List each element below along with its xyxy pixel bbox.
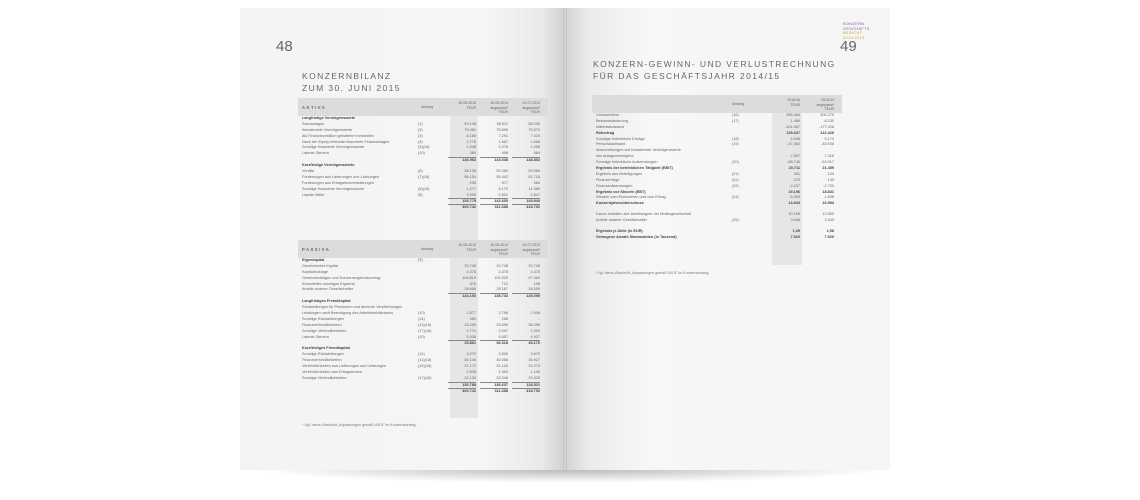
row-value: -	[538, 316, 540, 321]
row-label: Abschreibungen auf immaterielle Vermögenswerte	[596, 148, 681, 153]
row-value: 300.275	[820, 113, 834, 117]
row-label: Kurzfristige Vermögenswerte	[302, 163, 355, 168]
row-value: 5.174	[824, 136, 834, 141]
row-value: 145.095	[512, 293, 540, 300]
row-value: -5.353	[789, 195, 800, 200]
right-footnote: * Vgl. hierzu Abschnitt „Anpassungen gemäß IAS 8" im Konzernanhang.	[595, 271, 710, 275]
row-label: Kapitalrücklage	[302, 269, 328, 274]
row-note: (17)	[732, 118, 739, 123]
row-value: 2.647	[530, 192, 540, 197]
row-value: 18.831	[822, 189, 834, 194]
row-label: Ergebnis je Aktie (in EUR)	[596, 229, 643, 234]
row-value: 78.895	[496, 127, 508, 132]
row-label: Anteile anderer Gesellschafter	[596, 218, 648, 223]
row-label: Sonstige Rückstellungen	[302, 352, 344, 357]
income-statement-title-line1: KONZERN-GEWINN- UND VERLUSTRECHNUNG	[593, 59, 836, 69]
row-value: 26.896	[496, 322, 508, 327]
row-value: 28.668	[464, 287, 476, 292]
row-label: Latente Steuern	[302, 334, 330, 339]
row-note: (24)	[732, 195, 739, 200]
row-label: Forderungen aus Ertragsteuererstattungen	[302, 180, 374, 185]
row-note: (22)	[732, 183, 739, 188]
row-value: 13.843	[788, 201, 800, 206]
row-label: Ergebnis aus Beteiligungen	[596, 171, 643, 176]
row-value: 3.506	[498, 352, 508, 357]
row-value: 1.048	[466, 145, 476, 150]
row-value: -7.897	[789, 154, 800, 159]
row-label: des Anlagevermögens	[596, 154, 634, 159]
aktiva-header-label: AKTIVA	[302, 105, 327, 110]
row-label: Gezeichnetes Kapital	[302, 263, 338, 268]
row-note: (2)	[418, 127, 423, 132]
row-value: 722	[501, 281, 508, 286]
row-value: 19.196	[788, 189, 800, 194]
row-value: 153.779	[448, 198, 476, 205]
row-note: (7)(18)	[418, 174, 430, 179]
row-value: 877	[501, 180, 508, 185]
row-value: 146.963	[448, 157, 476, 164]
row-value: 45.176	[512, 340, 540, 347]
row-value: 1,39	[792, 229, 800, 234]
row-label: Rohertrag	[596, 130, 615, 135]
passiva-rows	[298, 258, 548, 393]
row-label: Sachanlagen	[302, 121, 325, 126]
passiva-col1: 30.06.2015 TEUR	[458, 243, 476, 252]
row-value: 125.637	[786, 130, 800, 135]
row-value: 104.819	[462, 275, 476, 280]
aktiva-col1: 30.06.2015 TEUR	[458, 101, 476, 110]
row-label: Finanzverbindlichkeiten	[302, 358, 342, 363]
row-value: 198	[533, 281, 540, 286]
row-value: 1.277	[466, 186, 476, 191]
left-page-number: 48	[276, 38, 293, 55]
row-value: 36.256	[528, 322, 540, 327]
row-note: (25)	[732, 218, 739, 223]
row-value: 11.980	[528, 186, 540, 191]
row-value: 3.646	[790, 218, 800, 223]
balance-sheet-title	[302, 70, 401, 94]
row-value: 4.378	[466, 269, 476, 274]
row-value: 90.086	[528, 169, 540, 174]
row-value: 311.688	[480, 204, 508, 211]
row-value: 22.426	[528, 375, 540, 380]
row-value: 12.550	[822, 212, 834, 217]
row-label: Langfristige Vermögenswerte	[302, 116, 356, 120]
row-label: Immaterielle Vermögenswerte	[302, 127, 353, 132]
row-label: Verbindlichkeiten aus Ertragsteuern	[302, 369, 362, 374]
row-note: (10)	[418, 151, 425, 156]
row-value: 143	[827, 177, 834, 182]
row-value: 142.605	[480, 198, 508, 205]
row-label: Eigenkapital	[302, 258, 325, 262]
table-row	[592, 218, 842, 224]
row-value: 2.828	[466, 369, 476, 374]
row-value: 2.877	[466, 311, 476, 316]
row-value: 4.927	[530, 334, 540, 339]
guv-col2: 2013/14 angepasst* TEUR	[816, 98, 834, 111]
row-value: 143.038	[480, 157, 508, 164]
row-value: 1.146	[530, 369, 540, 374]
row-value: -177.428	[819, 124, 834, 129]
aktiva-col2: 30.06.2014 angepasst* TEUR	[490, 101, 508, 114]
aktiva-anhang-label: Anhang	[421, 105, 434, 109]
row-value: 58.235	[528, 121, 540, 126]
passiva-col2: 30.06.2014 angepasst* TEUR	[490, 243, 508, 256]
row-value: 21.459	[822, 166, 834, 171]
row-value: 318.792	[512, 204, 540, 211]
row-value: 285.464	[786, 113, 800, 117]
balance-sheet-title-line2: ZUM 30. JUNI 2015	[302, 83, 401, 93]
row-value: 318.792	[512, 388, 540, 395]
aktiva-rows	[298, 116, 548, 210]
table-row	[592, 201, 842, 207]
row-value: 384	[533, 180, 540, 185]
row-value: -58.745	[787, 160, 800, 165]
row-value: 124	[827, 171, 834, 176]
row-note: (3)	[418, 133, 423, 138]
row-value: 56.154	[464, 174, 476, 179]
aktiva-col3: 01.07.2013 angepasst* TEUR	[522, 101, 540, 114]
row-label: Ergebnis der betrieblichen Tätigkeit (EBIT)	[596, 166, 673, 171]
row-value: 564	[533, 151, 540, 156]
row-value: 1.363	[498, 369, 508, 374]
row-value: 28.359	[528, 287, 540, 292]
row-value: -161.067	[785, 124, 800, 129]
row-note: (15)(18)	[418, 364, 432, 369]
row-label: Personalaufwand	[596, 142, 626, 147]
income-statement-title-line2: FÜR DAS GESCHÄFTSJAHR 2014/15	[593, 71, 781, 81]
row-value: 79.461	[464, 127, 476, 132]
row-note: (8)	[418, 192, 423, 197]
row-value: -2.700	[823, 183, 834, 188]
row-value: 58.911	[496, 121, 508, 126]
aktiva-header	[298, 98, 548, 116]
row-label: Langfristiges Fremdkapital	[302, 299, 351, 304]
row-value: 498	[501, 151, 508, 156]
income-statement-header	[592, 95, 842, 113]
row-value: 97.362	[528, 275, 540, 280]
row-note: (22)	[732, 177, 739, 182]
row-value: 5.536	[466, 334, 476, 339]
row-value: 10.196	[788, 212, 800, 217]
row-note: (16)	[732, 113, 739, 117]
row-value: 4.378	[530, 269, 540, 274]
row-value: 138.734	[480, 293, 508, 300]
row-value: -7.416	[823, 154, 834, 159]
table-row	[592, 235, 842, 241]
row-note: (5)(18)	[418, 186, 430, 191]
row-value: 55.442	[496, 174, 508, 179]
row-value: 1.778	[466, 139, 476, 144]
row-value: 91.089	[496, 169, 508, 174]
row-value: -53.017	[821, 160, 834, 165]
row-value: 380	[469, 151, 476, 156]
row-value: 1.029	[530, 328, 540, 333]
row-note: (18)	[732, 136, 739, 141]
row-label: Nach der Equity-Methode bilanzierte Finanzanlagen	[302, 139, 390, 144]
row-label: Konzernjahresüberschuss	[596, 201, 644, 206]
row-value: 1.867	[498, 139, 508, 144]
row-value: 51.718	[528, 174, 540, 179]
row-value: 101.929	[494, 275, 508, 280]
row-label: Gewinnrücklagen und Konzernergebnisvortrag	[302, 275, 381, 280]
row-value: 122.426	[820, 130, 834, 135]
row-value: 75.073	[528, 127, 540, 132]
row-value: 22.134	[464, 375, 476, 380]
row-label: Forderungen aus Lieferungen und Leistungen	[302, 174, 380, 179]
row-value: 2.796	[498, 311, 508, 316]
row-value: 4.048	[790, 136, 800, 141]
row-value: 1.774	[466, 328, 476, 333]
row-value: 4.378	[498, 269, 508, 274]
row-label: Sonstige Rückstellungen	[302, 316, 344, 321]
row-note: (10)	[418, 311, 425, 316]
row-value: -45.938	[821, 142, 834, 147]
row-note: (21)	[732, 171, 739, 176]
row-label: Sonstige finanzielle Vermögenswerte	[302, 145, 365, 150]
row-note: (11)(18)	[418, 322, 432, 327]
row-value: 483	[469, 316, 476, 321]
row-label: Bestandsänderung	[596, 118, 628, 123]
row-value: -8.230	[823, 118, 834, 123]
row-value: 2.501	[498, 192, 508, 197]
row-note: (1)	[418, 121, 423, 126]
row-value: 270	[793, 177, 800, 182]
income-statement-title	[593, 58, 836, 82]
row-value: 2.906	[530, 311, 540, 316]
row-label: Latente Steuern	[302, 151, 330, 156]
row-value: 1.058	[530, 145, 540, 150]
row-label: Sonstige finanzielle Vermögenswerte	[302, 186, 365, 191]
row-value: 144.193	[448, 293, 476, 300]
row-value: 149.940	[512, 198, 540, 205]
row-label: Als Finanzinvestition gehaltene Immobilien	[302, 133, 374, 138]
row-label: Gewogene Anzahl Stammaktien (in Tausend)	[596, 234, 677, 239]
row-value: 20.711	[788, 166, 800, 171]
row-value: 7.920	[824, 234, 834, 239]
row-label: Sonstige Verbindlichkeiten	[302, 375, 347, 380]
row-value: 311.688	[480, 388, 508, 395]
row-value: 8.168	[466, 133, 476, 138]
row-value: 1.638	[824, 195, 834, 200]
open-annual-report	[240, 8, 890, 470]
row-label: Sonstige Verbindlichkeiten	[302, 328, 347, 333]
row-note: (20)	[732, 160, 739, 165]
left-page	[240, 8, 565, 470]
row-value: 8.170	[498, 186, 508, 191]
row-label: Verbindlichkeiten aus Lieferungen und Leistungen	[302, 364, 387, 369]
row-value: 16.993	[822, 201, 834, 206]
row-value: 50.146	[464, 358, 476, 363]
row-value: 128.521	[512, 382, 540, 389]
row-value: 15.250	[464, 322, 476, 327]
row-note: (19)	[732, 142, 739, 147]
row-label: Kumuliertes sonstiges Ergebnis	[302, 281, 356, 286]
row-value: 20.748	[528, 263, 540, 268]
row-label: Leistungen nach Beendigung des Arbeitsverhältnisses	[302, 311, 394, 316]
passiva-anhang-label: Anhang	[421, 247, 434, 251]
row-note: (6)	[418, 169, 423, 174]
row-value: 22.048	[496, 375, 508, 380]
row-value: 451	[793, 171, 800, 176]
row-value: 31.133	[496, 364, 508, 369]
row-value: 28.167	[496, 287, 508, 292]
row-value: 235	[469, 180, 476, 185]
row-value: 4.657	[498, 334, 508, 339]
table-row	[298, 204, 548, 210]
row-value: 3.443	[824, 218, 834, 223]
right-page-number: 49	[840, 38, 857, 55]
row-note: (17)(18)	[418, 375, 432, 380]
passiva-col3: 01.07.2013 angepasst* TEUR	[522, 243, 540, 256]
row-label: Steuern vom Einkommen und vom Ertrag	[596, 195, 666, 200]
passiva-header-label: PASSIVA	[302, 247, 331, 252]
row-value: 40.086	[496, 358, 508, 363]
row-note: (5)(18)	[418, 145, 430, 150]
row-value: 1.668	[530, 139, 540, 144]
row-value: 268	[501, 316, 508, 321]
income-statement-table	[592, 95, 842, 241]
row-value: 136.637	[480, 382, 508, 389]
row-value: 2.097	[498, 328, 508, 333]
row-value: 37.172	[464, 364, 476, 369]
row-label: Davon entfallen auf: Anteilseigner der Muttergesellschaft	[596, 212, 691, 217]
row-value: 3.679	[530, 352, 540, 357]
row-value: 20.748	[496, 263, 508, 268]
row-note: (10)	[418, 334, 425, 339]
row-label: Liquide Mittel	[302, 192, 325, 197]
income-statement-rows	[592, 113, 842, 241]
row-value: 7.291	[498, 133, 508, 138]
row-label: Vorräte	[302, 169, 315, 174]
row-label: Rückstellungen für Pensionen und ähnliche Verpflichtungen	[302, 305, 403, 310]
row-label: Anteile anderer Gesellschafter	[302, 287, 354, 292]
row-note: (9)	[418, 258, 423, 262]
row-note: (17)(18)	[418, 328, 432, 333]
table-row	[298, 388, 548, 394]
row-value: 34.927	[528, 358, 540, 363]
passiva-header	[298, 240, 548, 258]
row-label: Finanzaufwendungen	[596, 183, 633, 188]
row-value: 1.486	[790, 118, 800, 123]
row-value: 148.802	[512, 157, 540, 164]
balance-sheet-title-line1: KONZERNBILANZ	[302, 71, 392, 81]
row-value: 36.318	[480, 340, 508, 347]
row-value: 98.128	[464, 169, 476, 174]
row-value: -47.362	[787, 142, 800, 147]
left-footnote: * Vgl. hierzu Abschnitt „Anpassungen gemäß IAS 8" im Konzernanhang.	[302, 423, 417, 427]
row-label: Materialaufwand	[596, 124, 624, 129]
row-note: (14)	[418, 352, 425, 357]
row-value: 7.920	[790, 234, 800, 239]
passiva-table	[298, 240, 548, 393]
row-label: Sonstige betriebliche Aufwendungen	[596, 160, 658, 165]
row-value: 3.995	[466, 192, 476, 197]
row-value: 300.742	[448, 388, 476, 395]
right-page	[565, 8, 890, 470]
row-note: (11)(18)	[418, 358, 432, 363]
row-value: 130.788	[448, 382, 476, 389]
row-value: 3.279	[466, 352, 476, 357]
row-value: 59.148	[464, 121, 476, 126]
report-logo: KONZERN GESCHÄFTS BERICHT 2014/2015	[843, 22, 870, 40]
row-value: 25.861	[448, 340, 476, 347]
row-value: 1.076	[498, 145, 508, 150]
row-value: 300.742	[448, 204, 476, 211]
row-value: 1,58	[826, 229, 834, 234]
row-note: (4)	[418, 139, 423, 144]
aktiva-table	[298, 98, 548, 210]
book-spine	[563, 8, 567, 470]
row-label: Finanzerträge	[596, 177, 620, 182]
row-note: (14)	[418, 316, 425, 321]
row-label: Sonstige betriebliche Erträge	[596, 136, 645, 141]
row-label: Finanzverbindlichkeiten	[302, 322, 342, 327]
row-value: 876	[469, 281, 476, 286]
row-value: -2.237	[789, 183, 800, 188]
row-label: Kurzfristiges Fremdkapital	[302, 346, 350, 351]
row-value: 7.420	[530, 133, 540, 138]
row-value: 31.273	[528, 364, 540, 369]
guv-col1: 2014/15 TEUR	[787, 98, 800, 107]
guv-anhang-label: Anhang	[732, 102, 745, 106]
row-label: Umsatzerlöse	[596, 113, 620, 117]
row-value: 20.748	[464, 263, 476, 268]
row-label: Ergebnis vor Steuern (EBT)	[596, 189, 646, 194]
